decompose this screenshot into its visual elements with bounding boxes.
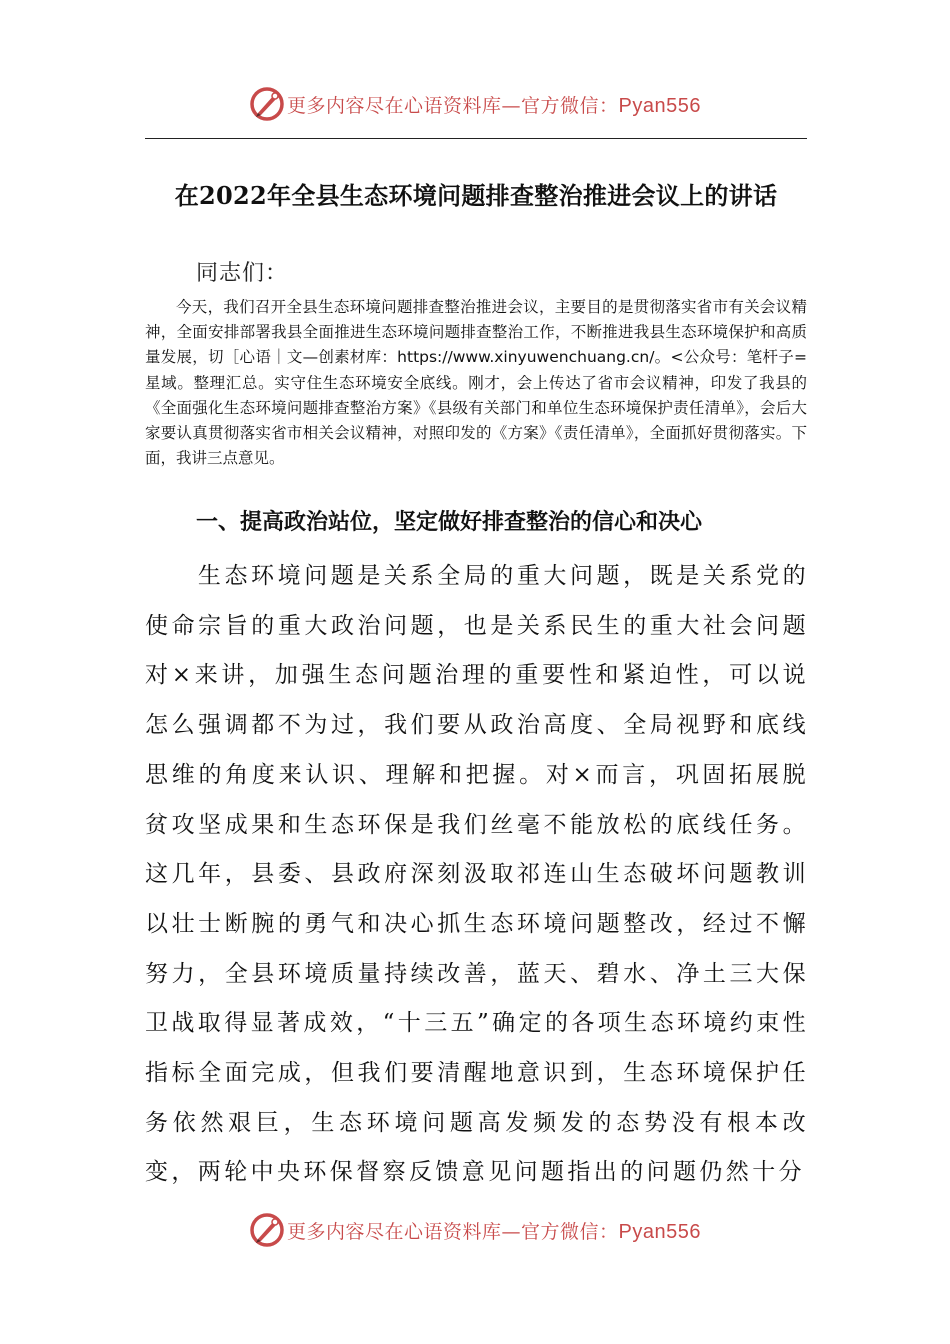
banner-text: 更多内容尽在心语资料库—官方微信：Pyan556: [287, 94, 701, 117]
section-heading: 一、提高政治站位，坚定做好排查整治的信心和决心: [196, 510, 703, 535]
salutation: 同志们：: [196, 261, 289, 286]
pen-logo-icon: [249, 1212, 285, 1248]
header-divider: [145, 138, 807, 139]
header-banner: [0, 84, 950, 124]
intro-paragraph: 今天，我们召开全县生态环境问题排查整治推进会议，主要目的是贯彻落实省市有关会议精神，全面安排部署我县全面推进生态环境问题排查整治工作，不断推进我县生态环境保护和高质量发展，切［心语｜文—创素材库：https://www.xinyuwenchuang.cn/。<公众号：笔杆子=星域。整理汇总。实守住生态环境安全底线。刚才，会上传达了省市会议精神，印发了我县的《全面强化生态环境问题排查整治方案》《县级有关部门和单位生态环境保护责任清单》，会后大家要认真贯彻落实省市相关会议精神，对照印发的《方案》《责任清单》，全面抓好贯彻落实。下面，我讲三点意见。: [145, 298, 807, 468]
banner-text: 更多内容尽在心语资料库—官方微信：Pyan556: [287, 1220, 701, 1243]
body-paragraph: 生态环境问题是关系全局的重大问题，既是关系党的使命宗旨的重大政治问题，也是关系民生的重大社会问题对×来讲，加强生态问题治理的重要性和紧迫性，可以说怎么强调都不为过，我们要从政治高度、全局视野和底线思维的角度来认识、理解和把握。对×而言，巩固拓展脱贫攻坚成果和生态环保是我们丝毫不能放松的底线任务。这几年，县委、县政府深刻汲取祁连山生态破坏问题教训以壮士断腕的勇气和决心抓生态环境问题整改，经过不懈努力，全县环境质量持续改善，蓝天、碧水、净土三大保卫战取得显著成效，“十三五”确定的各项生态环境约束性指标全面完成，但我们要清醒地意识到，生态环境保护任务依然艰巨，生态环境问题高发频发的态势没有根本改变，两轮中央环保督察反馈意见问题指出的问题仍然十分: [145, 563, 809, 1186]
document-title: 在2022年全县生态环境问题排查整治推进会议上的讲话: [174, 181, 778, 210]
footer-banner: [0, 1210, 950, 1250]
pen-logo-icon: [249, 86, 285, 122]
